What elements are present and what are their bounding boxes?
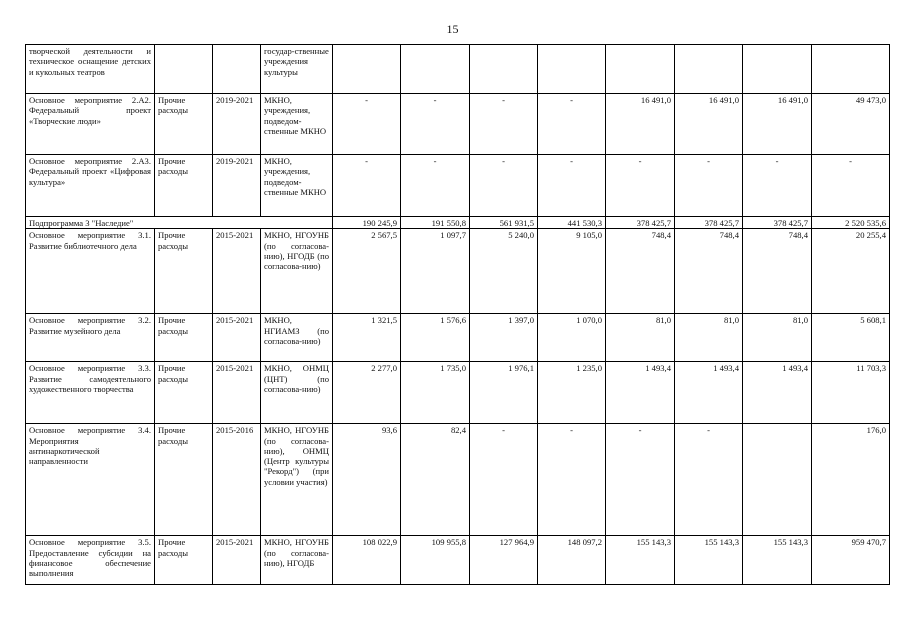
- value-cell: 1 493,4: [675, 362, 743, 424]
- value-cell: 127 964,9: [470, 536, 538, 585]
- cost-type-cell: Прочие расходы: [155, 314, 213, 362]
- value-cell: 81,0: [743, 314, 812, 362]
- value-cell: 11 703,3: [812, 362, 890, 424]
- activity-name-cell: Основное мероприятие 3.4. Мероприятия антинаркотической направленности: [26, 424, 155, 536]
- value-cell: 20 255,4: [812, 229, 890, 314]
- cost-type-cell: Прочие расходы: [155, 536, 213, 585]
- value-cell: 108 022,9: [333, 536, 401, 585]
- period-cell: 2015-2021: [213, 536, 261, 585]
- page-number: 15: [446, 22, 459, 36]
- cost-type-cell: Прочие расходы: [155, 229, 213, 314]
- value-cell: [470, 45, 538, 94]
- value-cell: 748,4: [743, 229, 812, 314]
- subprogram-row: [26, 217, 890, 229]
- period-cell: 2015-2021: [213, 229, 261, 314]
- value-cell: 148 097,2: [538, 536, 606, 585]
- executor-cell: МКНО, НГОУНБ (по согласова-нию), ОНМЦ (Центр культуры "Рекорд") (при условии участия): [261, 424, 333, 536]
- value-cell: 378 425,7: [675, 217, 743, 229]
- executor-cell: МКНО, учреждения, подведом-ственные МКНО: [261, 155, 333, 217]
- value-cell: 190 245,9: [333, 217, 401, 229]
- value-cell: [606, 45, 675, 94]
- value-cell: [675, 45, 743, 94]
- budget-table: [25, 44, 890, 585]
- cost-type-cell: [155, 45, 213, 94]
- table-row: [26, 314, 890, 362]
- activity-name-cell: Основное мероприятие 2.А2. Федеральный проект «Творческие люди»: [26, 94, 155, 155]
- value-cell: 1 235,0: [538, 362, 606, 424]
- value-cell: 1 576,6: [401, 314, 470, 362]
- value-cell: 16 491,0: [743, 94, 812, 155]
- value-cell: 155 143,3: [743, 536, 812, 585]
- period-cell: 2015-2016: [213, 424, 261, 536]
- executor-cell: МКНО, учреждения, подведом-ственные МКНО: [261, 94, 333, 155]
- value-cell: -: [538, 94, 606, 155]
- executor-cell: МКНО, НГОУНБ (по согласова-нию), НГОДБ (по согласова-нию): [261, 229, 333, 314]
- value-cell: -: [333, 155, 401, 217]
- executor-cell: государ-ственные учреждения культуры: [261, 45, 333, 94]
- value-cell: 155 143,3: [606, 536, 675, 585]
- value-cell: 561 931,5: [470, 217, 538, 229]
- value-cell: [333, 45, 401, 94]
- value-cell: [538, 45, 606, 94]
- cost-type-cell: Прочие расходы: [155, 424, 213, 536]
- value-cell: 1 735,0: [401, 362, 470, 424]
- value-cell: 82,4: [401, 424, 470, 536]
- period-cell: [213, 45, 261, 94]
- period-cell: 2015-2021: [213, 314, 261, 362]
- value-cell: -: [470, 424, 538, 536]
- executor-cell: МКНО, НГОУНБ (по согласова-нию), НГОДБ: [261, 536, 333, 585]
- value-cell: 1 976,1: [470, 362, 538, 424]
- value-cell: -: [401, 155, 470, 217]
- value-cell: 1 097,7: [401, 229, 470, 314]
- value-cell: 49 473,0: [812, 94, 890, 155]
- value-cell: 441 530,3: [538, 217, 606, 229]
- value-cell: -: [470, 94, 538, 155]
- value-cell: 748,4: [606, 229, 675, 314]
- value-cell: 1 070,0: [538, 314, 606, 362]
- value-cell: -: [606, 424, 675, 536]
- executor-cell: МКНО, НГИАМЗ (по согласова-нию): [261, 314, 333, 362]
- value-cell: 5 608,1: [812, 314, 890, 362]
- value-cell: -: [538, 155, 606, 217]
- period-cell: 2019-2021: [213, 94, 261, 155]
- value-cell: 2 567,5: [333, 229, 401, 314]
- value-cell: 5 240,0: [470, 229, 538, 314]
- value-cell: [743, 424, 812, 536]
- value-cell: 155 143,3: [675, 536, 743, 585]
- subprogram-name-cell: Подпрограмма 3 "Наследие": [26, 217, 333, 229]
- value-cell: -: [743, 155, 812, 217]
- table-row: [26, 536, 890, 585]
- value-cell: [743, 45, 812, 94]
- activity-name-cell: Основное мероприятие 2.А3. Федеральный проект «Цифровая культура»: [26, 155, 155, 217]
- value-cell: 9 105,0: [538, 229, 606, 314]
- executor-cell: МКНО, ОНМЦ (ЦНТ) (по согласова-нию): [261, 362, 333, 424]
- value-cell: -: [812, 155, 890, 217]
- table-row: [26, 45, 890, 94]
- value-cell: -: [675, 155, 743, 217]
- value-cell: 378 425,7: [606, 217, 675, 229]
- cost-type-cell: Прочие расходы: [155, 155, 213, 217]
- activity-name-cell: Основное мероприятие 3.3. Развитие самодеятельного художественного творчества: [26, 362, 155, 424]
- value-cell: 378 425,7: [743, 217, 812, 229]
- value-cell: 959 470,7: [812, 536, 890, 585]
- value-cell: [812, 45, 890, 94]
- table-row: [26, 94, 890, 155]
- table-row: [26, 155, 890, 217]
- cost-type-cell: Прочие расходы: [155, 362, 213, 424]
- period-cell: 2019-2021: [213, 155, 261, 217]
- value-cell: 1 397,0: [470, 314, 538, 362]
- table-row: [26, 229, 890, 314]
- cost-type-cell: Прочие расходы: [155, 94, 213, 155]
- value-cell: 748,4: [675, 229, 743, 314]
- activity-name-cell: Основное мероприятие 3.1. Развитие библиотечного дела: [26, 229, 155, 314]
- table-row: [26, 362, 890, 424]
- value-cell: -: [470, 155, 538, 217]
- table-body: [26, 45, 890, 585]
- value-cell: 176,0: [812, 424, 890, 536]
- value-cell: 93,6: [333, 424, 401, 536]
- period-cell: 2015-2021: [213, 362, 261, 424]
- value-cell: [401, 45, 470, 94]
- value-cell: 2 277,0: [333, 362, 401, 424]
- value-cell: -: [538, 424, 606, 536]
- value-cell: 1 321,5: [333, 314, 401, 362]
- activity-name-cell: Основное мероприятие 3.5. Предоставление субсидии на финансовое обеспечение выполнения: [26, 536, 155, 585]
- activity-name-cell: Основное мероприятие 3.2. Развитие музейного дела: [26, 314, 155, 362]
- value-cell: -: [675, 424, 743, 536]
- value-cell: -: [606, 155, 675, 217]
- value-cell: 81,0: [606, 314, 675, 362]
- table-row: [26, 424, 890, 536]
- value-cell: 16 491,0: [675, 94, 743, 155]
- value-cell: 2 520 535,6: [812, 217, 890, 229]
- value-cell: 191 550,8: [401, 217, 470, 229]
- value-cell: 81,0: [675, 314, 743, 362]
- value-cell: -: [333, 94, 401, 155]
- value-cell: 16 491,0: [606, 94, 675, 155]
- value-cell: 1 493,4: [743, 362, 812, 424]
- value-cell: 109 955,8: [401, 536, 470, 585]
- value-cell: -: [401, 94, 470, 155]
- activity-name-cell: творческой деятельности и техническое оснащение детских и кукольных театров: [26, 45, 155, 94]
- value-cell: 1 493,4: [606, 362, 675, 424]
